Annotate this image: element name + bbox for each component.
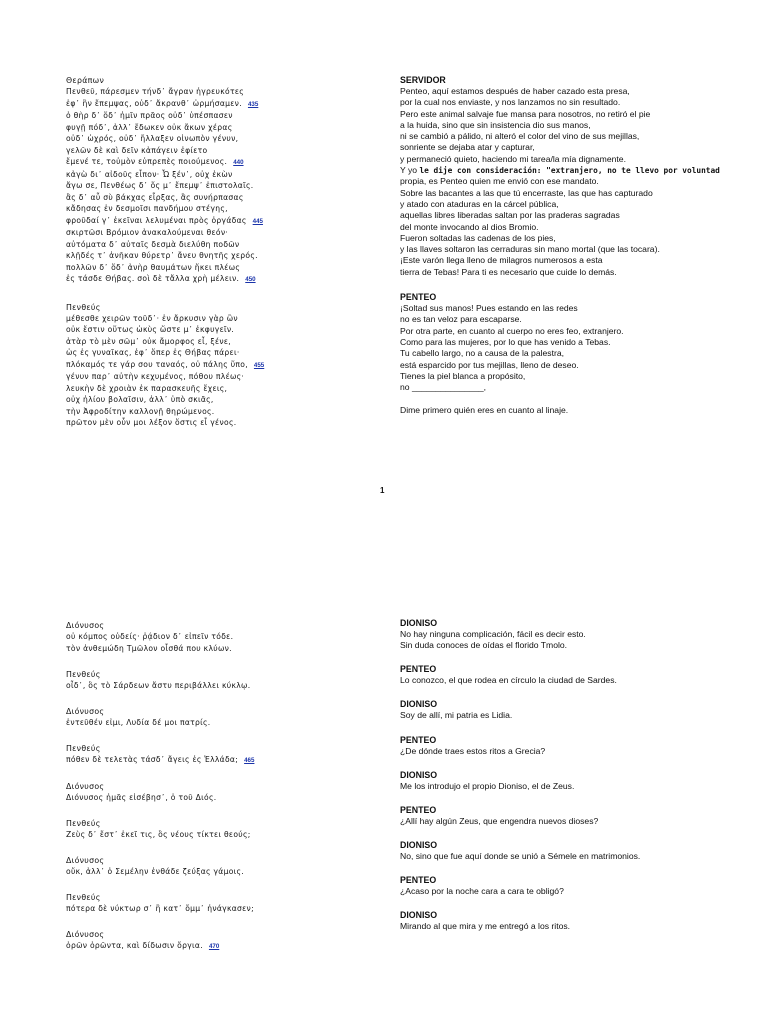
spanish-translation-column (400, 75, 740, 430)
verse-line (66, 347, 366, 359)
translation-line: del monte invocando al dios Bromio. (400, 221, 539, 232)
translation-line: y atado con ataduras en la cárcel pública, (400, 198, 559, 209)
verse-text: λευκὴν δὲ χροιὰν ἐκ παρασκευῆς ἔχεις, (66, 383, 228, 393)
translation-line: Tu cabello largo, no a causa de la palestra, (400, 348, 565, 359)
verse-text: μέθεσθε χειρῶν τοῦδ᾽· ἐν ἄρκυσιν γὰρ ὢν (66, 313, 238, 323)
translation-line: Dime primero quién eres en cuanto al linaje. (400, 404, 569, 415)
speaker-name: PENTEO (400, 292, 437, 303)
translation-line: por la cual nos enviaste, y nos lanzamos no sin resultado. (400, 97, 621, 108)
speech-block (66, 669, 366, 692)
speaker-name: PENTEO (400, 804, 437, 815)
verse-line (66, 227, 366, 239)
speaker-name: PENTEO (400, 874, 437, 885)
verse-text: τὴν Ἀφροδίτην καλλονῇ θηρώμενος. (66, 406, 215, 416)
speech-block (400, 699, 740, 721)
verse-text: οὐχ ἡλίου βολαῖσιν, ἀλλ᾽ ὑπὸ σκιᾶς, (66, 395, 214, 404)
speaker-name: Πενθεύς (66, 892, 101, 902)
verse-line (66, 110, 366, 122)
verse-text: οὐκ ἔστιν οὕτως ὠκὺς ὥστε μ᾽ ἐκφυγεῖν. (66, 325, 235, 334)
speech-block (400, 618, 740, 652)
verse-line (66, 156, 366, 169)
page-number: 1 (380, 486, 385, 495)
translation-line: ¡Este varón llega lleno de milagros numerosos a esta (400, 255, 603, 266)
speaker-name: DIONISO (400, 839, 438, 850)
verse-text: τὸν ἀνθεμώδη Τμῶλον οἶσθά που κλύων. (66, 643, 232, 653)
speech-block (66, 75, 366, 286)
verse-line (66, 336, 366, 348)
verse-text: πλόκαμός τε γάρ σου ταναός, οὐ πάλης ὕπο, (66, 359, 248, 369)
translation-line: aquellas libres liberadas saltan por las praderas sagradas (400, 210, 620, 221)
translation-line: tierra de Tebas! Para ti es necesario que cuide lo demás. (400, 266, 617, 277)
verse-line (66, 417, 366, 429)
verse-line (66, 754, 366, 767)
speaker-name: Πενθεύς (66, 669, 101, 679)
speaker-name: Διόνυσος (66, 855, 105, 865)
verse-text: ἔμενέ τε, τοὐμὸν εὐπρεπὲς ποιούμενος. (66, 157, 228, 166)
verse-line (66, 133, 366, 145)
line-number-link[interactable]: 440 (233, 159, 244, 166)
speaker-name: Διόνυσος (66, 929, 105, 939)
verse-line (66, 180, 366, 192)
verse-line (66, 86, 366, 98)
verse-text: πολλῶν δ᾽ ὅδ᾽ ἀνὴρ θαυμάτων ἥκει πλέως (66, 262, 241, 272)
verse-text: οἶδ᾽, ὃς τὸ Σάρδεων ἄστυ περιβάλλει κύκλῳ. (66, 680, 251, 690)
verse-text: ὡς ἐς γυναῖκας, ἐφ᾽ ὅπερ ἐς Θήβας πάρει· (66, 348, 240, 357)
speech-block (400, 75, 740, 278)
speaker-name: PENTEO (400, 734, 437, 745)
verse-text: Πενθεῦ, πάρεσμεν τήνδ᾽ ἄγραν ἠγρευκότες (66, 87, 244, 96)
translation-line: ¡Soltad sus manos! Pues estando en las redes (400, 303, 578, 314)
translation-line: y las llaves soltaron las cerraduras sin mano mortal (que las tocara). (400, 244, 660, 255)
verse-line (66, 273, 366, 286)
translation-line: Tienes la piel blanca a propósito, (400, 370, 526, 381)
speech-block (400, 770, 740, 792)
verse-text: ἐντεῦθέν εἰμι, Λυδία δέ μοι πατρίς. (66, 717, 211, 727)
verse-text: γελῶν δὲ καὶ δεῖν κἀπάγειν ἐφίετο (66, 145, 208, 155)
translation-line: Penteo, aquí estamos después de haber cazado esta presa, (400, 86, 630, 96)
verse-line (66, 203, 366, 215)
translation-line: No hay ninguna complicación, fácil es decir esto. (400, 629, 586, 639)
speech-block (400, 292, 740, 416)
line-number-link[interactable]: 455 (253, 361, 265, 369)
verse-line (66, 940, 366, 953)
verse-line (66, 866, 366, 878)
translation-line: Y yo le dije con consideración: "extranjero, no te llevo por voluntad (400, 165, 720, 176)
speaker-name: Πενθεύς (66, 743, 101, 753)
verse-line (66, 262, 366, 274)
translation-line: sonriente se dejaba atar y capturar, (400, 142, 535, 153)
verse-line (66, 215, 366, 228)
line-number-link[interactable]: 465 (244, 756, 255, 764)
translation-line: y permaneció quieto, haciendo mi tarea/la mía dignamente. (400, 153, 626, 164)
translation-line: Lo conozco, el que rodea en círculo la ciudad de Sardes. (400, 675, 617, 686)
translation-line: Pero este animal salvaje fue mansa para nosotros, no retiró el pie (400, 108, 651, 119)
translation-line: Fueron soltadas las cadenas de los pies, (400, 232, 556, 243)
speech-block (66, 781, 366, 804)
verse-line (66, 122, 366, 134)
verse-text: ἐς τάσδε Θήβας. σοὶ δὲ τἄλλα χρὴ μέλειν. (66, 274, 240, 283)
greek-text-column (66, 75, 366, 445)
speech-block (400, 735, 740, 757)
spanish-translation-column (400, 618, 740, 945)
document-page-2 (0, 600, 768, 1024)
verse-text: κἄδησας ἐν δεσμοῖσι πανδήμου στέγης, (66, 204, 228, 213)
verse-line (66, 169, 366, 181)
translation-line: Sobre las bacantes a las que tú encerraste, las que has capturado (400, 187, 653, 198)
translation-line (400, 393, 740, 404)
speech-block (66, 818, 366, 841)
verse-line (66, 631, 366, 643)
translation-line: Soy de allí, mi patria es Lidia. (400, 710, 513, 721)
verse-line (66, 903, 366, 915)
greek-text-column (66, 620, 366, 967)
verse-text: ὁρῶν ὁρῶντα, καὶ δίδωσιν ὄργια. (66, 940, 203, 950)
verse-text: ἃς δ᾽ αὖ σὺ βάκχας εἷρξας, ἃς συνήρπασας (66, 192, 244, 202)
speaker-name: PENTEO (400, 664, 437, 675)
verse-line (66, 792, 366, 804)
document-page-1 (0, 0, 768, 510)
translation-line: ¿Acaso por la noche cara a cara te obligó? (400, 885, 564, 896)
translation-line: a la huida, sino que sin insistencia dio sus manos, (400, 119, 591, 130)
line-number-link[interactable]: 450 (245, 276, 256, 283)
speech-block (66, 302, 366, 429)
speaker-name: Διόνυσος (66, 781, 105, 791)
speaker-name: DIONISO (400, 618, 438, 628)
verse-text: φυγῇ πόδ᾽, ἀλλ᾽ ἔδωκεν οὐκ ἄκων χέρας (66, 122, 233, 132)
verse-line (66, 192, 366, 204)
verse-text: πρῶτον μὲν οὖν μοι λέξον ὅστις εἶ γένος. (66, 418, 237, 427)
verse-text: πόθεν δὲ τελετὰς τάσδ᾽ ἄγεις ἐς Ἑλλάδα; (66, 754, 239, 764)
translation-line: no _______________, (400, 382, 487, 393)
verse-line (66, 145, 366, 157)
translation-line: ni se cambió a pálido, ni alteró el color del vino de sus mejillas, (400, 131, 640, 142)
speaker-name: DIONISO (400, 769, 438, 780)
speech-block (66, 892, 366, 915)
verse-text: ὁ θὴρ δ᾽ ὅδ᾽ ἡμῖν πρᾶος οὐδ᾽ ὑπέσπασεν (66, 111, 233, 120)
verse-text: οὐ κόμπος οὐδείς· ῥᾴδιον δ᾽ εἰπεῖν τόδε. (66, 632, 234, 641)
speech-block (400, 805, 740, 827)
verse-text: πότερα δὲ νύκτωρ σ᾽ ἢ κατ᾽ ὄμμ᾽ ἠνάγκασεν; (66, 903, 254, 913)
verse-line (66, 680, 366, 692)
speech-block (400, 664, 740, 686)
speaker-name: Θεράπων (66, 76, 105, 85)
verse-line (66, 324, 366, 336)
verse-text: ἄγω σε, Πενθέως δ᾽ ὅς μ᾽ ἔπεμψ᾽ ἐπιστολαῖς. (66, 181, 254, 190)
verse-text: αὐτόματα δ᾽ αὐταῖς δεσμὰ διελύθη ποδῶν (66, 239, 240, 249)
verse-line (66, 394, 366, 406)
speaker-name: DIONISO (400, 910, 438, 921)
verse-text: γένυν παρ᾽ αὐτὴν κεχυμένος, πόθου πλέως· (66, 372, 245, 381)
verse-line (66, 359, 366, 372)
translation-line: Por otra parte, en cuanto al cuerpo no eres feo, extranjero. (400, 325, 624, 336)
speech-block (66, 929, 366, 953)
translation-line: propia, es Penteo quien me envió con ese mandato. (400, 176, 599, 187)
verse-text: σκιρτῶσι Βρόμιον ἀνακαλούμεναι θεόν· (66, 228, 229, 237)
speech-block (400, 875, 740, 897)
speech-block (66, 855, 366, 878)
translation-line: está esparcido por tus mejillas, lleno de deseo. (400, 359, 579, 370)
speaker-name: Διόνυσος (66, 706, 105, 716)
line-number-link[interactable]: 470 (208, 942, 220, 950)
translation-line: ¿De dónde traes estos ritos a Grecia? (400, 745, 546, 756)
verse-text: Διόνυσος ἡμᾶς εἰσέβησ᾽, ὁ τοῦ Διός. (66, 792, 217, 802)
verse-text: οὐδ᾽ ὠχρός, οὐδ᾽ ἤλλαξεν οἰνωπὸν γένυν, (66, 134, 239, 143)
verse-line (66, 383, 366, 395)
speaker-name: Πενθεύς (66, 818, 101, 828)
verse-line (66, 406, 366, 418)
translation-line: Mirando al que mira y me entregó a los ritos. (400, 921, 571, 932)
translation-line: Como para las mujeres, por lo que has venido a Tebas. (400, 336, 611, 347)
verse-text: ἀτὰρ τὸ μὲν σῶμ᾽ οὐκ ἄμορφος εἶ, ξένε, (66, 336, 232, 346)
speaker-name: Πενθεύς (66, 302, 101, 312)
verse-text: φροῦδαί γ᾽ ἐκεῖναι λελυμέναι πρὸς ὀργάδας (66, 215, 247, 225)
speech-block (66, 620, 366, 654)
verse-line (66, 371, 366, 383)
translation-line: Sin duda conoces de oídas el florido Tmolo. (400, 640, 568, 651)
verse-text: ἐφ᾽ ἣν ἔπεμψας, οὐδ᾽ ἄκρανθ᾽ ὡρμήσαμεν. (66, 98, 242, 108)
verse-text: κἀγὼ δι᾽ αἰδοῦς εἶπον· Ὦ ξέν᾽, οὐχ ἑκὼν (66, 169, 233, 179)
translation-line: No, sino que fue aquí donde se unió a Sémele en matrimonios. (400, 850, 641, 861)
speech-block (400, 840, 740, 862)
speaker-name: DIONISO (400, 699, 438, 710)
verse-text: κλῇδές τ᾽ ἀνῆκαν θύρετρ᾽ ἄνευ θνητῆς χερός. (66, 251, 258, 260)
verse-line (66, 643, 366, 655)
translation-line: Me los introdujo el propio Dioniso, el de Zeus. (400, 780, 575, 791)
verse-line (66, 239, 366, 251)
verse-line (66, 313, 366, 325)
verse-line (66, 98, 366, 111)
speech-block (66, 743, 366, 767)
translation-line: ¿Allí hay algún Zeus, que engendra nuevos dioses? (400, 815, 599, 826)
line-number-link[interactable]: 435 (247, 100, 259, 108)
speech-block (66, 706, 366, 729)
translation-line: no es tan veloz para escaparse. (400, 314, 522, 325)
verse-text: οὔκ, ἀλλ᾽ ὁ Σεμέλην ἐνθάδε ζεύξας γάμοις. (66, 866, 245, 876)
verse-line (66, 250, 366, 262)
verse-line (66, 829, 366, 841)
speaker-name: Διόνυσος (66, 621, 105, 630)
speech-block (400, 910, 740, 932)
verse-text: Ζεὺς δ᾽ ἔστ᾽ ἐκεῖ τις, ὃς νέους τίκτει θεούς; (66, 829, 251, 839)
line-number-link[interactable]: 445 (252, 217, 263, 225)
speaker-name: SERVIDOR (400, 75, 446, 85)
verse-line (66, 717, 366, 729)
